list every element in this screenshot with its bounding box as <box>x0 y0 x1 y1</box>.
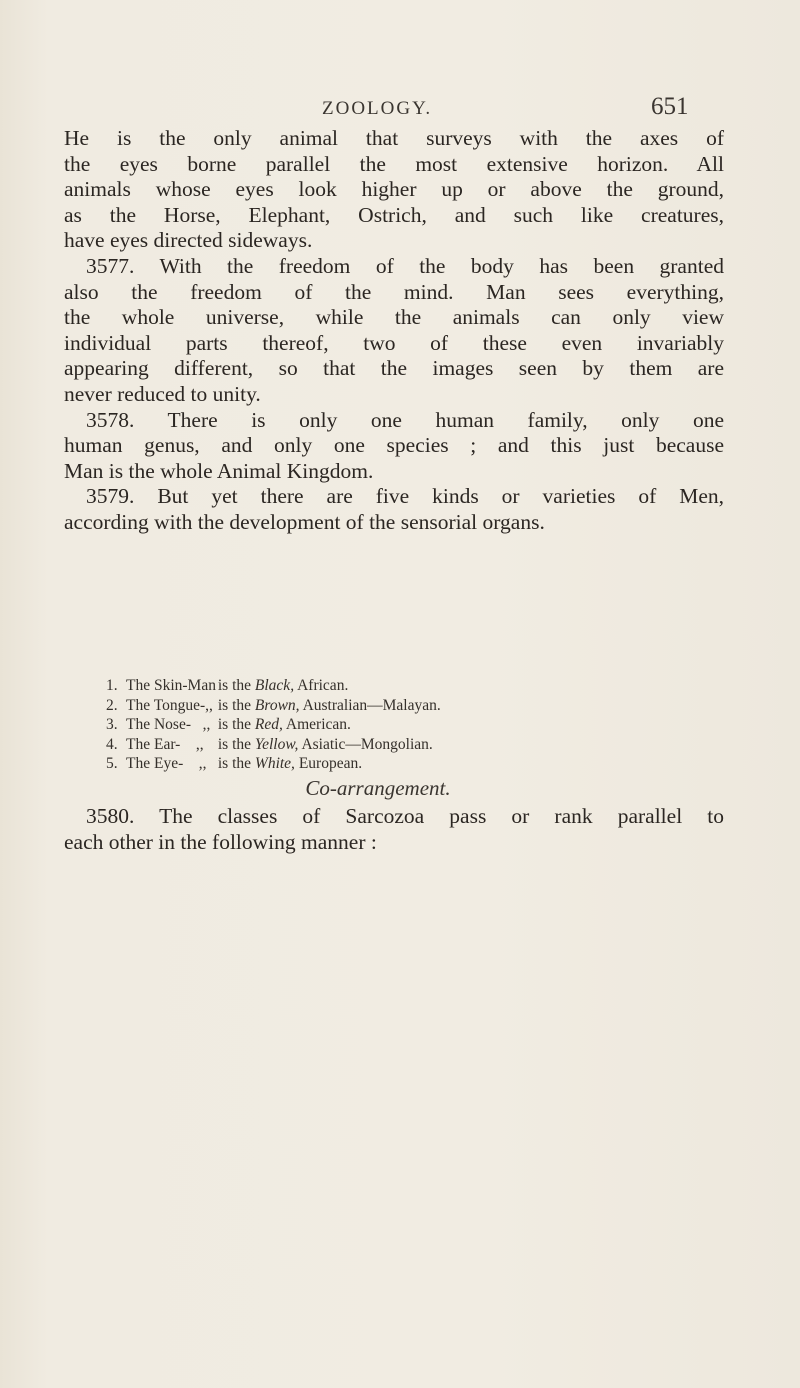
list-colour: White, <box>254 755 295 773</box>
list-pre: is the <box>217 735 252 753</box>
list-number: 3. <box>106 716 118 734</box>
text-line: as the Horse, Elephant, Ostrich, and such like creatures, <box>64 202 724 227</box>
list-colour: Yellow, <box>254 735 299 753</box>
list-description <box>214 696 441 716</box>
list-item <box>106 715 441 735</box>
text-line: each other in the following manner : <box>64 829 377 854</box>
list-colour: Brown, <box>254 696 300 714</box>
list-rest: African. <box>297 677 349 694</box>
list-description <box>214 735 433 755</box>
list-pre: is the <box>217 716 252 734</box>
text-line: He is the only animal that surveys with the axes of <box>64 126 724 150</box>
list-number: 5. <box>106 755 118 773</box>
text-line: the eyes borne parallel the most extensive horizon. All <box>64 151 724 176</box>
list-rest: American. <box>285 716 351 734</box>
running-head: ZOOLOGY. <box>322 98 433 119</box>
list-rest: Australian—Malayan. <box>302 696 441 714</box>
paragraph-3580-start: 3580. The classes of Sarcozoa pass or rank parallel to <box>86 804 724 828</box>
list-rest: European. <box>298 755 363 773</box>
paragraph-3580 <box>64 804 724 855</box>
list-number: 4. <box>106 735 118 753</box>
text-line: the whole universe, while the animals can only view <box>64 305 724 330</box>
text-line: individual parts thereof, two of these even invariably <box>64 330 724 355</box>
list-description <box>214 754 362 774</box>
list-item <box>106 754 441 774</box>
body-text <box>64 126 724 536</box>
subheading-text: Co-arrangement. <box>305 776 451 800</box>
list-item <box>106 676 441 696</box>
list-description <box>214 715 351 735</box>
paragraph-3577-start: 3577. With the freedom of the body has been granted <box>86 253 724 278</box>
text-line: Man is the whole Animal Kingdom. <box>64 458 374 483</box>
list-item <box>106 696 441 716</box>
list-colour: Black, <box>254 677 295 694</box>
text-line: also the freedom of the mind. Man sees everything, <box>64 279 724 304</box>
text-line: according with the development of the sensorial organs. <box>64 509 545 534</box>
page-number: 651 <box>651 93 689 120</box>
paragraph-3578-start: 3578. There is only one human family, only one <box>86 407 724 432</box>
paragraph-3579-start: 3579. But yet there are five kinds or varieties of Men, <box>86 484 724 509</box>
list-number: 2. <box>106 696 118 714</box>
section-subheading <box>0 776 800 801</box>
list-rest: Asiatic—Mongolian. <box>301 735 433 753</box>
list-pre: is the <box>217 755 252 773</box>
list-colour: Red, <box>254 716 283 734</box>
text-line: never reduced to unity. <box>64 381 261 406</box>
list-organ: The Tongue-,, <box>126 696 213 714</box>
text-line: have eyes directed sideways. <box>64 228 313 253</box>
list-item <box>106 735 441 755</box>
list-pre: is the <box>217 696 252 714</box>
list-number: 1. <box>106 677 118 694</box>
text-line: animals whose eyes look higher up or above the ground, <box>64 177 724 202</box>
list-organ: The Nose- ,, <box>126 716 211 734</box>
text-line: human genus, and only one species ; and this just because <box>64 433 724 458</box>
list-organ: The Eye- ,, <box>126 755 207 773</box>
list-organ: The Ear- ,, <box>126 735 204 753</box>
varieties-list <box>106 676 441 774</box>
text-line: appearing different, so that the images seen by them are <box>64 356 724 381</box>
list-organ: The Skin-Man <box>126 677 216 694</box>
list-description <box>214 676 348 696</box>
list-pre: is the <box>217 677 252 694</box>
